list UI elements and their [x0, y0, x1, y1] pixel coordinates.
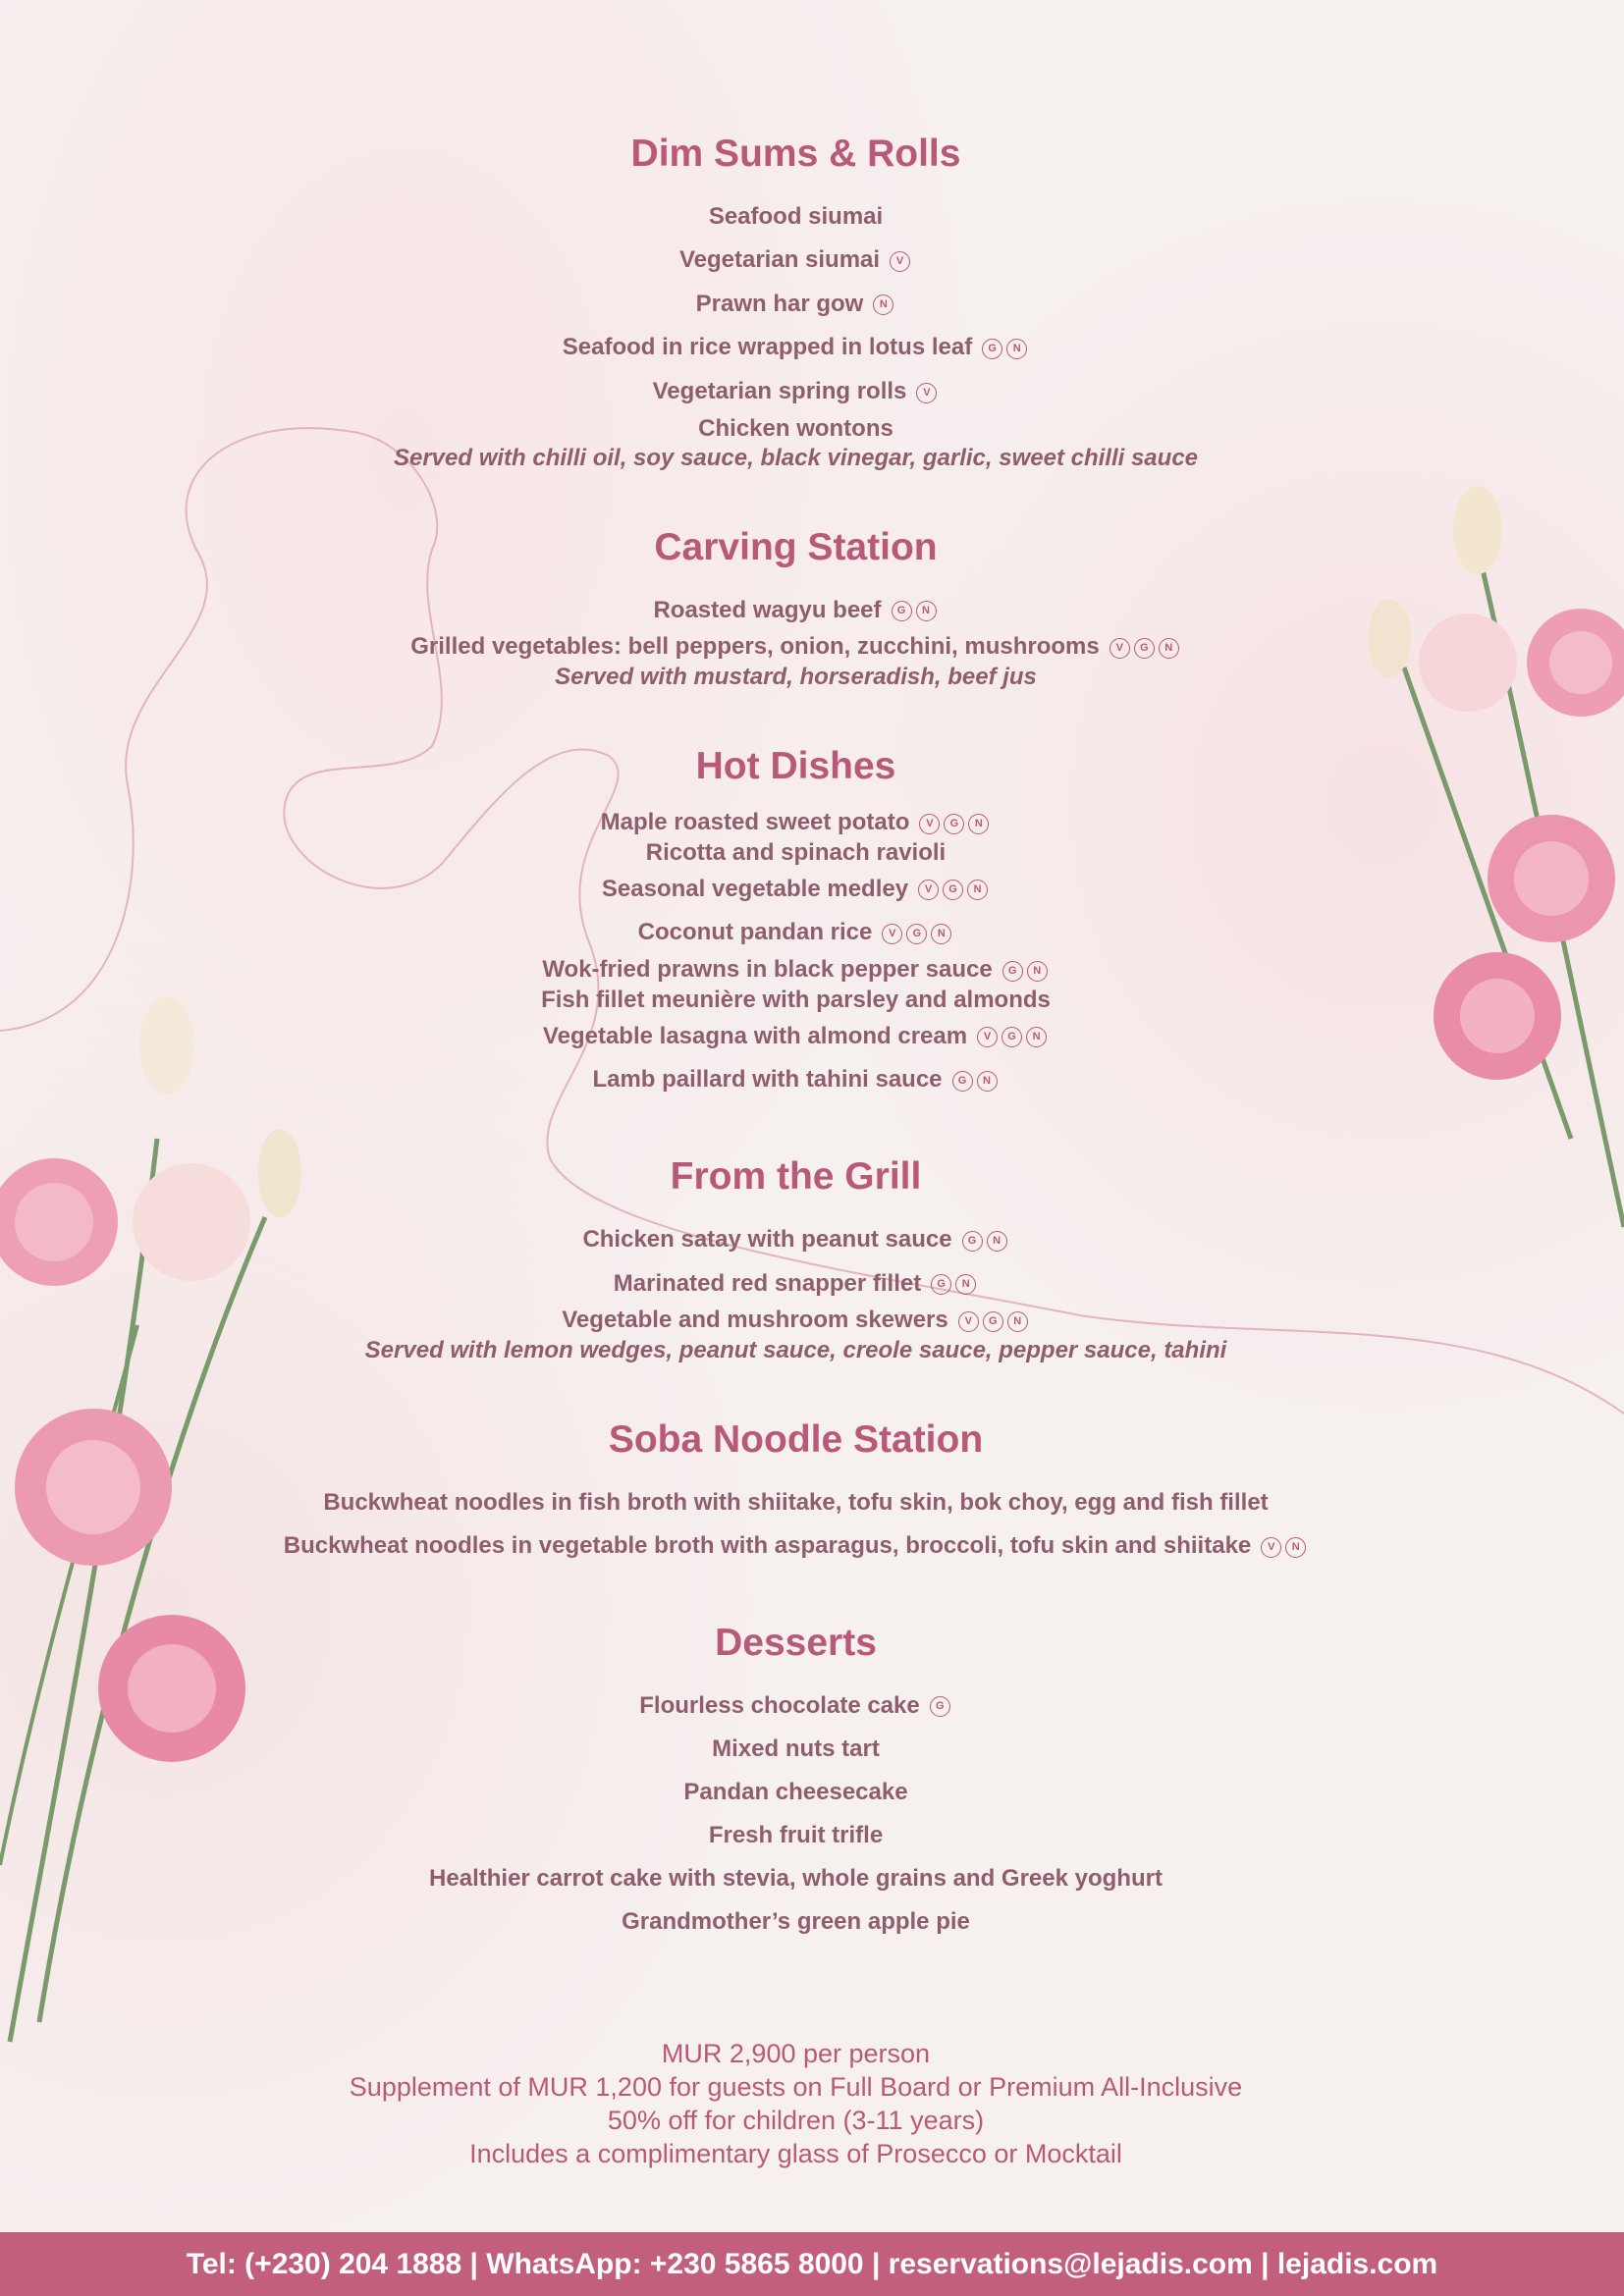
gluten-free-icon: G	[1002, 961, 1023, 982]
menu-section	[0, 1146, 1592, 1365]
menu-item: Mixed nuts tart	[712, 1735, 880, 1763]
gluten-free-icon: G	[982, 339, 1002, 359]
gluten-free-icon: G	[983, 1311, 1003, 1332]
gluten-free-icon: G	[952, 1071, 973, 1092]
menu-item: Grilled vegetables: bell peppers, onion, zucchini, mushrooms V G N	[0, 632, 1592, 663]
nut-free-icon: N	[1007, 1311, 1028, 1332]
nut-free-icon: N	[1026, 1027, 1047, 1047]
menu-item: Chicken satay with peanut sauce G N	[0, 1218, 1592, 1262]
nut-free-icon: N	[955, 1274, 976, 1295]
nut-free-icon: N	[1159, 638, 1179, 659]
vegetarian-icon: V	[1110, 638, 1130, 659]
menu-item: Vegetable lasagna with almond cream V G N	[0, 1015, 1592, 1059]
gluten-free-icon: G	[892, 601, 912, 621]
section-title: Soba Noodle Station	[608, 1417, 984, 1461]
section-title: Carving Station	[654, 525, 938, 568]
menu-item: Lamb paillard with tahini sauce G N	[0, 1058, 1592, 1102]
menu-item: Pandan cheesecake	[683, 1779, 908, 1806]
section-note: Served with mustard, horseradish, beef jus	[555, 663, 1037, 690]
price-per-person: MUR 2,900 per person	[661, 2039, 931, 2068]
pricing-block	[0, 2037, 1592, 2170]
menu-item: Prawn har gow N	[0, 283, 1592, 327]
menu-item: Coconut pandan rice V G N	[0, 911, 1592, 955]
nut-free-icon: N	[987, 1231, 1007, 1252]
menu-item: Vegetarian siumai V	[0, 239, 1592, 283]
menu-section	[0, 1612, 1592, 1945]
menu-item: Marinated red snapper fillet G N	[0, 1262, 1592, 1307]
menu-item: Fish fillet meunière with parsley and almonds	[541, 986, 1051, 1013]
menu-item: Buckwheat noodles in vegetable broth with asparagus, broccoli, tofu skin and shiitake V N	[0, 1524, 1592, 1569]
menu-item: Fresh fruit trifle	[708, 1822, 884, 1849]
menu-item: Chicken wontons	[698, 414, 893, 442]
children-discount: 50% off for children (3-11 years)	[607, 2106, 985, 2135]
menu-item: Vegetarian spring rolls V	[0, 370, 1592, 414]
menu-item: Seafood in rice wrapped in lotus leaf G N	[0, 326, 1592, 370]
vegetarian-icon: V	[918, 880, 939, 900]
nut-free-icon: N	[1006, 339, 1027, 359]
gluten-free-icon: G	[962, 1231, 983, 1252]
menu-item: Maple roasted sweet potato V G N	[0, 808, 1592, 838]
nut-free-icon: N	[931, 924, 951, 944]
nut-free-icon: N	[977, 1071, 998, 1092]
menu-item: Healthier carrot cake with stevia, whole grains and Greek yoghurt	[429, 1865, 1163, 1893]
vegetarian-icon: V	[919, 814, 940, 834]
gluten-free-icon: G	[930, 1696, 950, 1717]
menu-item: Roasted wagyu beef G N	[0, 589, 1592, 633]
section-note: Served with chilli oil, soy sauce, black vinegar, garlic, sweet chilli sauce	[393, 444, 1199, 471]
vegetarian-icon: V	[916, 383, 937, 403]
nut-free-icon: N	[916, 601, 937, 621]
nut-free-icon: N	[967, 880, 988, 900]
menu-item: Buckwheat noodles in fish broth with shiitake, tofu skin, bok choy, egg and fish fillet	[323, 1488, 1269, 1516]
section-note: Served with lemon wedges, peanut sauce, creole sauce, pepper sauce, tahini	[364, 1336, 1227, 1363]
menu-item: Flourless chocolate cake G	[0, 1684, 1592, 1729]
menu-section	[0, 123, 1592, 473]
contact-footer	[0, 2232, 1624, 2296]
gluten-free-icon: G	[944, 814, 964, 834]
gluten-free-icon: G	[931, 1274, 951, 1295]
section-title: Desserts	[715, 1621, 877, 1664]
section-title: Hot Dishes	[695, 744, 896, 787]
gluten-free-icon: G	[943, 880, 963, 900]
menu-section	[0, 1409, 1592, 1569]
menu-item: Grandmother’s green apple pie	[622, 1908, 970, 1936]
nut-free-icon: N	[1027, 961, 1048, 982]
includes-text: Includes a complimentary glass of Prosecco or Mocktail	[469, 2139, 1122, 2168]
menu-item: Seasonal vegetable medley V G N	[0, 868, 1592, 912]
gluten-free-icon: G	[906, 924, 927, 944]
menu-section	[0, 516, 1592, 692]
section-title: From the Grill	[670, 1154, 922, 1198]
vegetarian-icon: V	[977, 1027, 998, 1047]
menu-item: Wok-fried prawns in black pepper sauce G N	[0, 955, 1592, 986]
menu-content	[0, 123, 1592, 1987]
nut-free-icon: N	[873, 294, 893, 315]
supplement-text: Supplement of MUR 1,200 for guests on Full Board or Premium All-Inclusive	[349, 2072, 1243, 2102]
nut-free-icon: N	[968, 814, 989, 834]
menu-item: Vegetable and mushroom skewers V G N	[0, 1306, 1592, 1336]
menu-section	[0, 735, 1592, 1102]
menu-item: Seafood siumai	[708, 203, 884, 230]
gluten-free-icon: G	[1001, 1027, 1022, 1047]
section-title: Dim Sums & Rolls	[630, 133, 961, 175]
vegetarian-icon: V	[890, 251, 910, 272]
vegetarian-icon: V	[958, 1311, 979, 1332]
vegetarian-icon: V	[882, 924, 902, 944]
contact-info[interactable]: Tel: (+230) 204 1888 | WhatsApp: +230 5865 8000 | reservations@lejadis.com | lejadis.com	[186, 2248, 1438, 2280]
menu-item: Ricotta and spinach ravioli	[645, 838, 947, 866]
gluten-free-icon: G	[1134, 638, 1155, 659]
nut-free-icon: N	[1285, 1537, 1306, 1558]
vegetarian-icon: V	[1261, 1537, 1281, 1558]
